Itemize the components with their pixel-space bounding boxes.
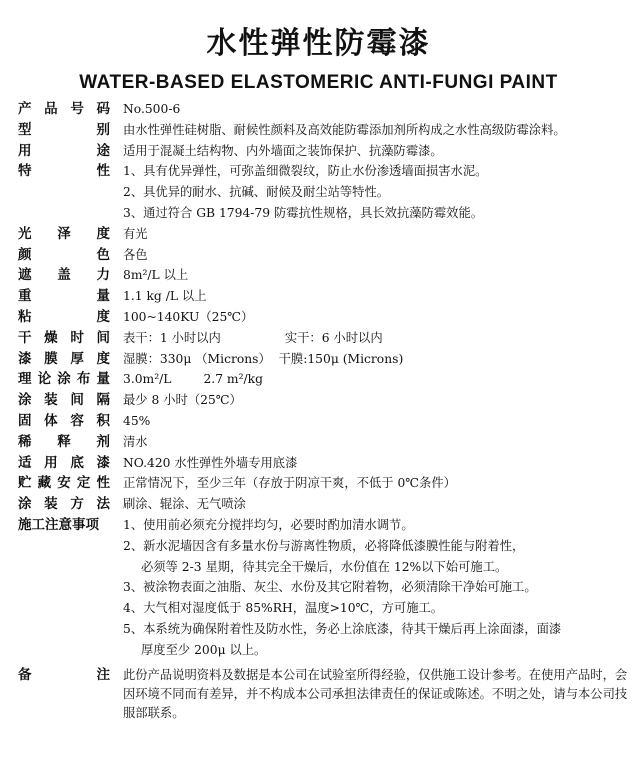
film-dry: 干膜:150μ (Microns) — [278, 351, 404, 366]
precaution-item: 4、大气相对湿度低于 85%RH，温度>10℃，方可施工。 — [123, 601, 444, 616]
value-hiding-power: 8m²/L 以上 — [123, 268, 189, 283]
row-product-no — [18, 99, 628, 120]
label-storage: 贮 藏 安 定 性 — [18, 475, 110, 492]
row-primer — [18, 453, 628, 474]
row-solids — [18, 411, 628, 432]
drying-surface: 表干：1 小时以内 — [123, 330, 221, 345]
drying-hard: 实干：6 小时以内 — [284, 330, 383, 345]
row-thinner — [18, 432, 628, 453]
feature-item: 1、具有优异弹性，可弥盖细微裂纹，防止水份渗透墙面损害水泥。 — [123, 164, 488, 179]
label-method: 涂 装 方 法 — [18, 496, 110, 513]
row-hiding-power — [18, 265, 628, 286]
page-subtitle: WATER-BASED ELASTOMERIC ANTI-FUNGI PAINT — [79, 72, 558, 93]
value-type: 由水性弹性硅树脂、耐候性颜料及高效能防霉添加剂所构成之水性高级防霉涂料。 — [123, 122, 566, 137]
spec-table — [18, 99, 628, 723]
label-hiding-power: 遮 盖 力 — [18, 267, 110, 284]
precaution-item: 5、本系统为确保附着性及防水性，务必上涂底漆，待其干燥后再上涂面漆，面漆 — [123, 621, 562, 636]
value-method: 刷涂、辊涂、无气喷涂 — [123, 497, 246, 512]
row-gloss — [18, 224, 628, 245]
value-product-no: No.500-6 — [123, 102, 181, 116]
precaution-item: 2、新水泥墙因含有多量水份与游离性物质，必将降低漆膜性能与附着性， — [123, 538, 525, 553]
label-drying-time: 干 燥 时 间 — [18, 329, 110, 346]
label-weight: 重 量 — [18, 288, 110, 305]
page-title: 水性弹性防霉漆 — [206, 26, 431, 61]
precaution-item: 3、被涂物表面之油脂、灰尘、水份及其它附着物，必须清除干净始可施工。 — [123, 580, 537, 595]
label-gloss: 光 泽 度 — [18, 225, 110, 242]
precaution-item-cont: 必须等 2-3 星期，待其完全干燥后，水份值在 12%以下始可施工。 — [141, 559, 508, 574]
feature-item: 2、具优异的耐水、抗碱、耐候及耐尘站等特性。 — [123, 185, 390, 200]
coverage-per-liter: 3.0m²/L — [123, 372, 172, 387]
value-color: 各色 — [123, 247, 148, 262]
value-gloss: 有光 — [123, 226, 148, 241]
value-features — [123, 161, 628, 223]
row-coverage — [18, 369, 628, 390]
label-primer: 适 用 底 漆 — [18, 454, 110, 471]
row-recoat-interval — [18, 390, 628, 411]
row-remarks — [18, 665, 628, 723]
row-method — [18, 494, 628, 515]
value-viscosity: 100~140KU（25℃） — [123, 309, 254, 324]
label-remarks: 备 注 — [18, 666, 110, 683]
precaution-item: 1、使用前必须充分搅拌均匀，必要时酌加清水调节。 — [123, 517, 414, 532]
value-solids: 45% — [123, 413, 151, 428]
label-viscosity: 粘 度 — [18, 308, 110, 325]
label-precautions: 施工注意事项 — [18, 516, 99, 533]
row-precautions — [18, 515, 628, 661]
coverage-per-kg: 2.7 m²/kg — [203, 372, 263, 387]
feature-item: 3、通过符合 GB 1794-79 防霉抗性规格，具长效抗藻防霉效能。 — [123, 205, 484, 220]
label-type: 型 别 — [18, 121, 110, 138]
row-features — [18, 161, 628, 223]
row-viscosity — [18, 307, 628, 328]
value-film-thickness — [123, 349, 628, 370]
row-color — [18, 245, 628, 266]
value-drying-time — [123, 328, 628, 349]
value-weight: 1.1 kg /L 以上 — [123, 289, 207, 304]
label-color: 颜 色 — [18, 246, 110, 263]
value-precautions — [123, 515, 628, 661]
value-primer: NO.420 水性弹性外墙专用底漆 — [123, 455, 298, 470]
row-usage — [18, 141, 628, 162]
label-product-no: 产 品 号 码 — [18, 101, 110, 117]
label-usage: 用 途 — [18, 142, 110, 159]
label-thinner: 稀 释 剂 — [18, 433, 110, 450]
row-weight — [18, 286, 628, 307]
label-film-thickness: 漆 膜 厚 度 — [18, 350, 110, 367]
label-coverage: 理 论 涂 布 量 — [18, 371, 110, 388]
value-thinner: 清水 — [123, 434, 148, 449]
label-features: 特 性 — [18, 163, 110, 180]
label-solids: 固 体 容 积 — [18, 412, 110, 429]
value-remarks: 此份产品说明资料及数据是本公司在试验室所得经验，仅供施工设计参考。在使用产品时，会因环境不同而有差异，并不构成本公司承担法律责任的保证或陈述。不明之处，请与本公司技服部联系。 — [123, 667, 628, 720]
value-usage: 适用于混凝土结构物、内外墙面之装饰保护、抗藻防霉漆。 — [123, 143, 443, 158]
row-film-thickness — [18, 349, 628, 370]
row-drying-time — [18, 328, 628, 349]
value-coverage — [123, 369, 628, 390]
label-recoat-interval: 涂 装 间 隔 — [18, 392, 110, 409]
film-wet: 湿膜：330μ （Microns） — [123, 351, 271, 366]
row-type — [18, 120, 628, 141]
value-recoat-interval: 最少 8 小时（25℃） — [123, 393, 242, 408]
row-storage — [18, 473, 628, 494]
precaution-item-cont: 厚度至少 200μ 以上。 — [141, 642, 267, 657]
value-storage: 正常情况下，至少三年（存放于阴凉干爽，不低于 0℃条件） — [123, 476, 456, 491]
